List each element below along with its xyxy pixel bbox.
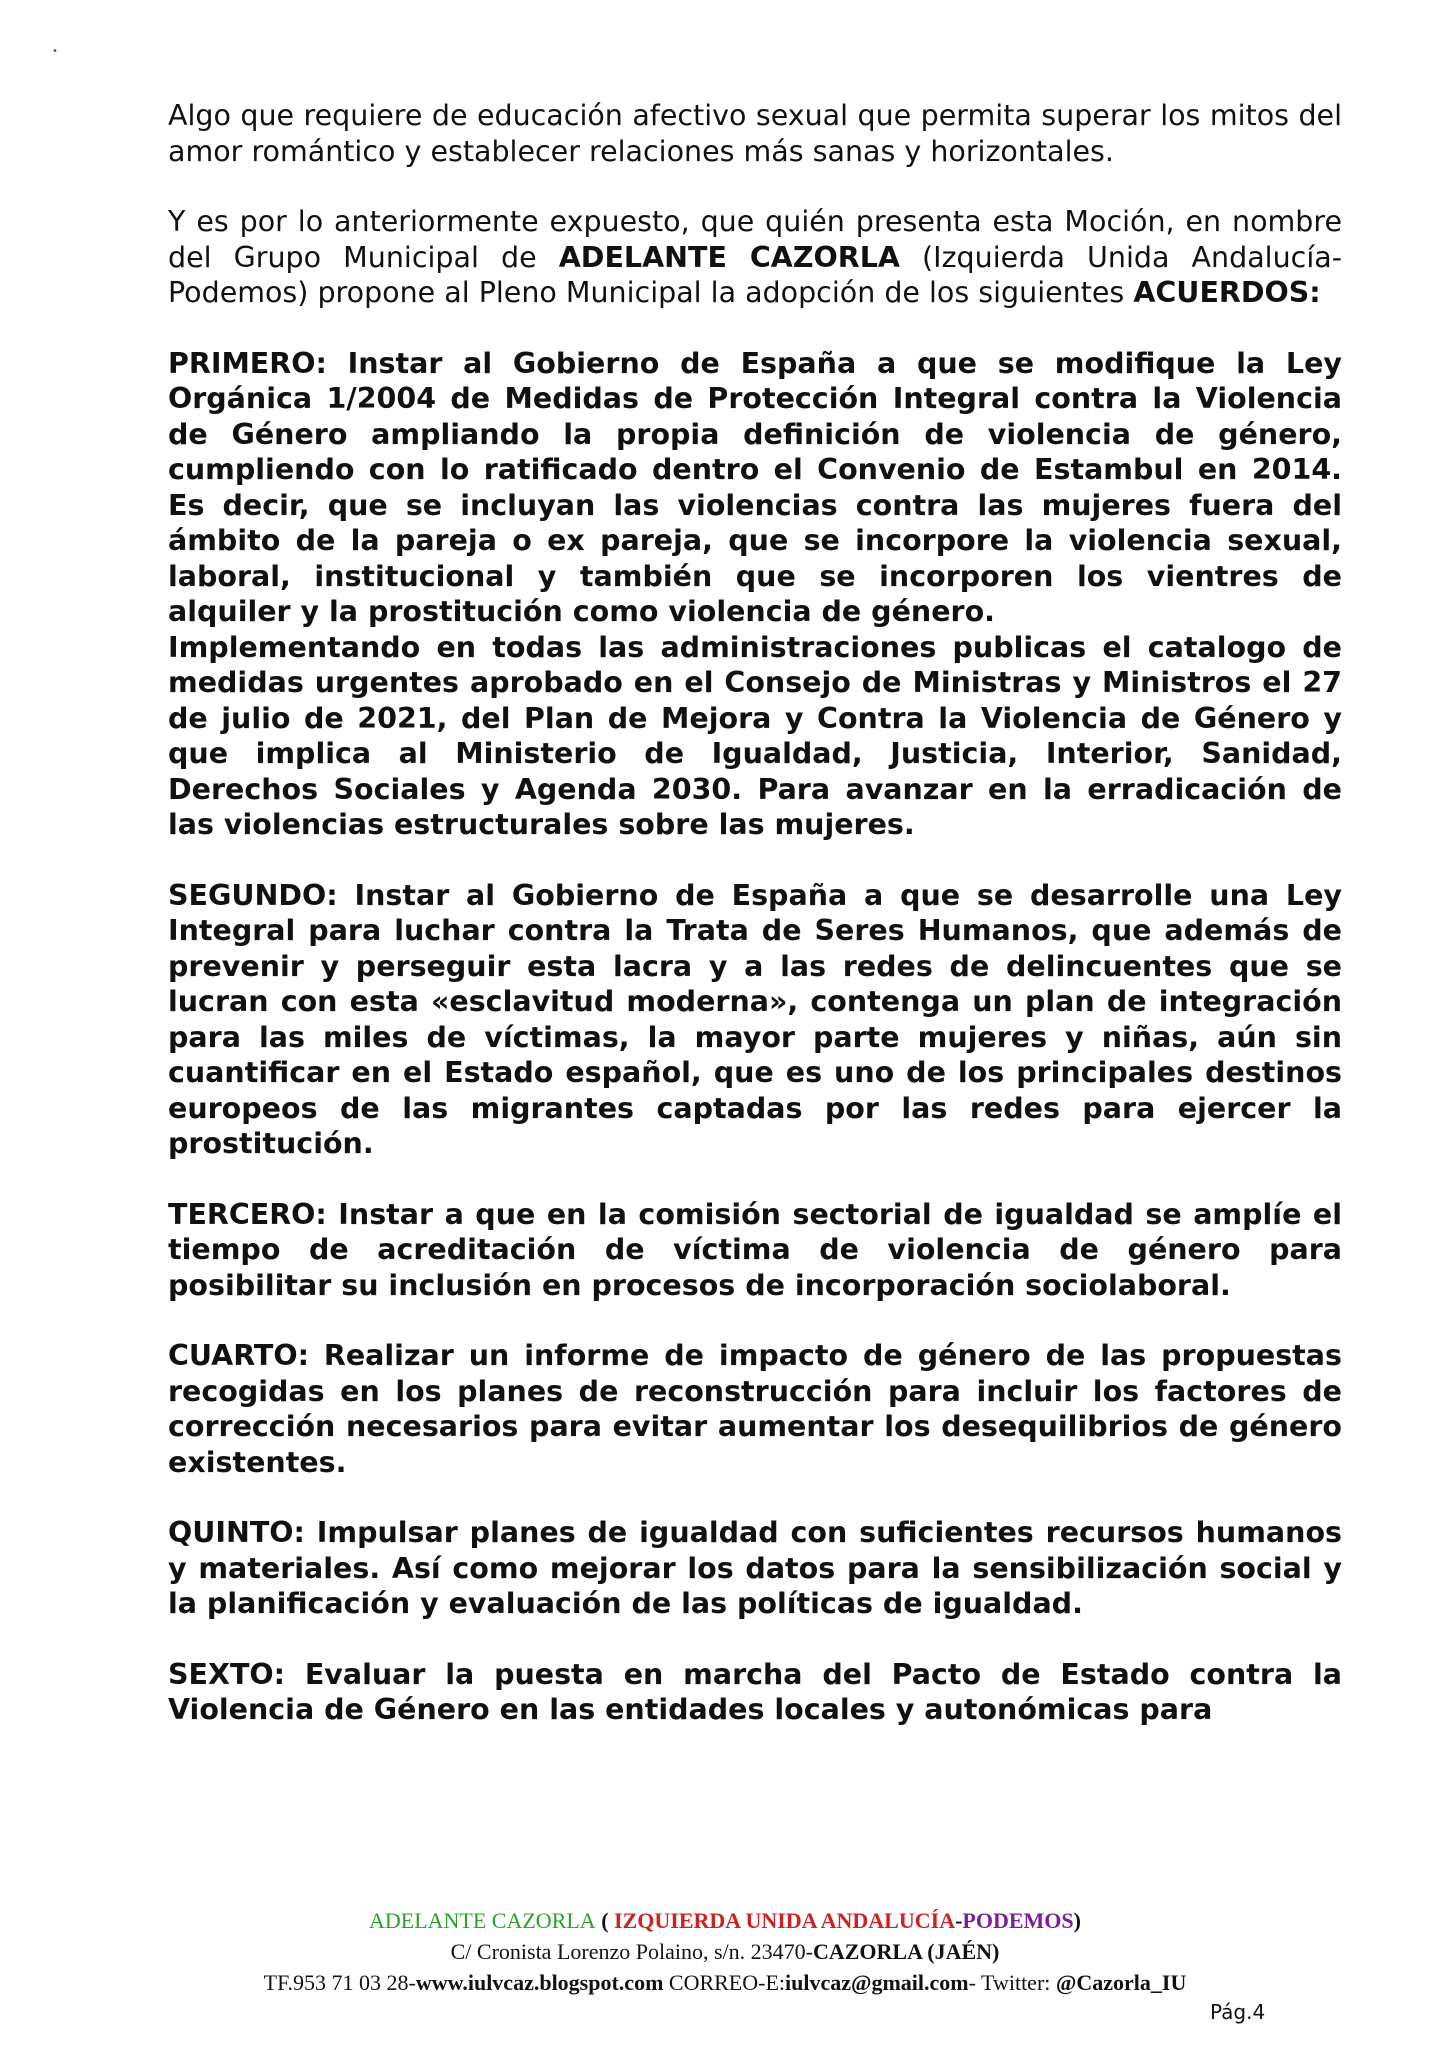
agreement-primero-text: PRIMERO: Instar al Gobierno de España a que se modifique la Ley Orgánica 1/2004 de Medidas de Protección Integral contra la Violencia de Género ampliando la propia definición de violencia de género, cumpliendo con lo ratificado dentro el Convenio de Estambul en 2014. Es decir, que se incluyan las violencias contra las mujeres fuera del ámbito de la pareja o ex pareja, que se incorpore la violencia sexual, laboral, institucional y también que se incorporen los vientres de alquiler y la prostitución como violencia de género. <box>168 346 1342 628</box>
intro-paragraph-2 <box>168 204 1342 311</box>
footer-party-green: ADELANTE CAZORLA <box>369 1908 596 1933</box>
agreement-cuarto <box>168 1338 1342 1480</box>
agreement-tercero <box>168 1197 1342 1304</box>
footer-twitter-label: - Twitter: <box>968 1970 1056 1995</box>
agreement-sexto-text: SEXTO: Evaluar la puesta en marcha del Pacto de Estado contra la Violencia de Género en las entidades locales y autonómicas para <box>168 1657 1342 1726</box>
intro-paragraph-1: Algo que requiere de educación afectivo sexual que permita superar los mitos del amor romántico y establecer relaciones más sanas y horizontales. <box>168 99 1342 168</box>
acuerdos-heading: ACUERDOS: <box>1133 276 1321 309</box>
agreement-segundo-text: SEGUNDO: Instar al Gobierno de España a que se desarrolle una Ley Integral para luchar contra la Trata de Seres Humanos, que además de prevenir y perseguir esta lacra y a las redes de delincuentes que se lucran con esta «esclavitud moderna», contenga un plan de integración para las miles de víctimas, la mayor parte mujeres y niñas, aún sin cuantificar en el Estado español, que es uno de los principales destinos europeos de las migrantes captadas por las redes para ejercer la prostitución. <box>168 878 1342 1160</box>
agreement-tercero-text: TERCERO: Instar a que en la comisión sectorial de igualdad se amplíe el tiempo de acreditación de víctima de violencia de género para posibilitar su inclusión en procesos de incorporación sociolaboral. <box>168 1197 1342 1302</box>
footer-email-label: CORREO-E: <box>663 1970 786 1995</box>
footer-address-text: C/ Cronista Lorenzo Polaino, s/n. 23470- <box>450 1939 813 1964</box>
agreement-sexto <box>168 1657 1342 1728</box>
footer-email-link[interactable]: iulvcaz@gmail.com <box>785 1970 969 1995</box>
footer-address-town: CAZORLA (JAÉN) <box>812 1939 1000 1964</box>
party-name: ADELANTE CAZORLA <box>558 240 900 274</box>
footer-dash: - <box>955 1908 963 1933</box>
page-number: Pág.4 <box>1210 2000 1266 2024</box>
agreement-quinto <box>168 1515 1342 1622</box>
document-body <box>168 98 1342 1728</box>
footer-address-line <box>0 1937 1450 1967</box>
scan-artifact: • <box>52 46 58 57</box>
footer-twitter-handle[interactable]: @Cazorla_IU <box>1055 1970 1187 1995</box>
agreement-quinto-text: QUINTO: Impulsar planes de igualdad con suficientes recursos humanos y materiales. Así como mejorar los datos para la sensibilización social y la planificación y evaluación de las políticas de igualdad. <box>168 1516 1342 1620</box>
footer-party-red: IZQUIERDA UNIDA ANDALUCÍA <box>614 1908 956 1933</box>
footer-paren-open: ( <box>595 1908 615 1933</box>
footer-contact-line <box>0 1968 1450 1998</box>
footer-party-line <box>0 1906 1450 1936</box>
footer-party-purple: PODEMOS <box>962 1908 1074 1933</box>
intro-text-b: (Izquierda Unida Andalucía-Podemos) propone al Pleno Municipal la adopción de los siguientes <box>168 240 1342 309</box>
agreement-primero-continuation: Implementando en todas las administraciones publicas el catalogo de medidas urgentes aprobado en el Consejo de Ministras y Ministros el 27 de julio de 2021, del Plan de Mejora y Contra la Violencia de Género y que implica al Ministerio de Igualdad, Justicia, Interior, Sanidad, Derechos Sociales y Agenda 2030. Para avanzar en la erradicación de las violencias estructurales sobre las mujeres. <box>168 630 1342 841</box>
agreement-primero <box>168 346 1342 843</box>
agreement-segundo <box>168 878 1342 1162</box>
footer-website-link[interactable]: www.iulvcaz.blogspot.com <box>415 1970 664 1995</box>
footer-paren-close: ) <box>1073 1908 1081 1933</box>
footer-phone: TF.953 71 03 28- <box>263 1970 416 1995</box>
intro-text-a: Y es por lo anteriormente expuesto, que quién presenta esta Moción, en nombre del Grupo Municipal de <box>168 205 1342 274</box>
agreement-cuarto-text: CUARTO: Realizar un informe de impacto de género de las propuestas recogidas en los planes de reconstrucción para incluir los factores de corrección necesarios para evitar aumentar los desequilibrios de género existentes. <box>168 1339 1342 1479</box>
